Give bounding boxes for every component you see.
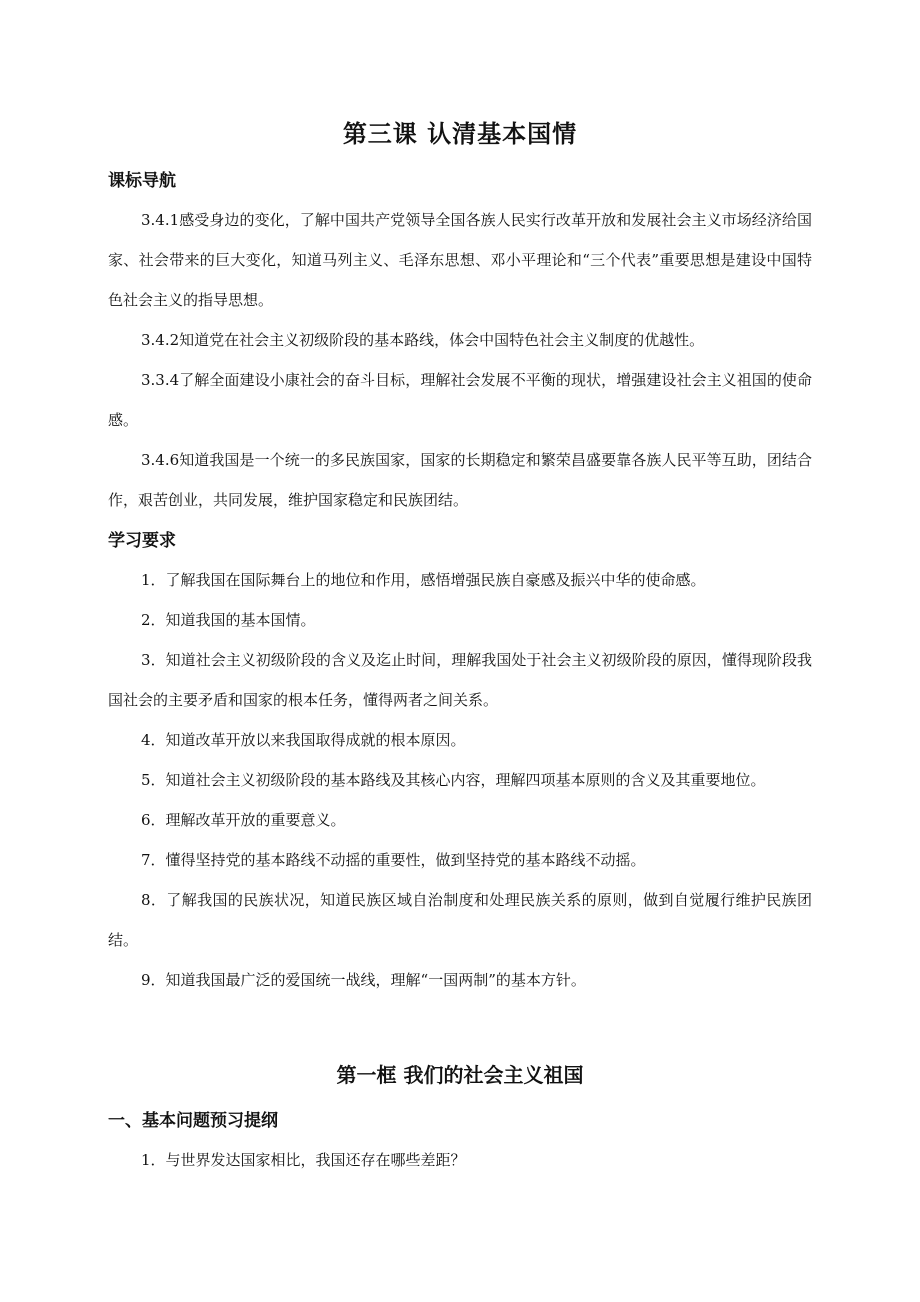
requirement-item-5: 5．知道社会主义初级阶段的基本路线及其核心内容，理解四项基本原则的含义及其重要地位。 [141, 771, 766, 789]
lesson-title: 第三课 认清基本国情 [342, 120, 578, 148]
frame-title: 第一框 我们的社会主义祖国 [336, 1063, 584, 1087]
curriculum-item-2: 3.4.2知道党在社会主义初级阶段的基本路线，体会中国特色社会主义制度的优越性。 [141, 331, 705, 349]
outline-question-1: 1．与世界发达国家相比，我国还存在哪些差距？ [141, 1151, 466, 1169]
requirement-item-6: 6．理解改革开放的重要意义。 [141, 811, 346, 829]
heading-learning-requirements: 学习要求 [108, 531, 176, 551]
curriculum-item-1: 3.4.1感受身边的变化，了解中国共产党领导全国各族人民实行改革开放和发展社会主义市场经济给国家、社会带来的巨大变化，知道马列主义、毛泽东思想、邓小平理论和“三个代表”重要思想是建设中国特色社会主义的指导思想。 [108, 211, 812, 309]
requirement-item-4: 4．知道改革开放以来我国取得成就的根本原因。 [141, 731, 466, 749]
requirement-item-2: 2．知道我国的基本国情。 [141, 611, 316, 629]
heading-curriculum-guide: 课标导航 [108, 171, 176, 191]
requirement-item-7: 7．懂得坚持党的基本路线不动摇的重要性，做到坚持党的基本路线不动摇。 [141, 851, 646, 869]
requirement-item-8: 8．了解我国的民族状况，知道民族区域自治制度和处理民族关系的原则，做到自觉履行维护民族团结。 [108, 891, 812, 949]
requirement-item-3: 3．知道社会主义初级阶段的含义及迄止时间，理解我国处于社会主义初级阶段的原因，懂得现阶段我国社会的主要矛盾和国家的根本任务，懂得两者之间关系。 [108, 651, 812, 709]
heading-preview-outline: 一、基本问题预习提纲 [108, 1111, 278, 1131]
requirement-item-1: 1．了解我国在国际舞台上的地位和作用，感悟增强民族自豪感及振兴中华的使命感。 [141, 571, 706, 589]
requirement-item-9: 9．知道我国最广泛的爱国统一战线，理解“一国两制”的基本方针。 [141, 971, 586, 989]
curriculum-item-3: 3.3.4了解全面建设小康社会的奋斗目标，理解社会发展不平衡的现状，增强建设社会主义祖国的使命感。 [108, 371, 812, 429]
curriculum-item-4: 3.4.6知道我国是一个统一的多民族国家，国家的长期稳定和繁荣昌盛要靠各族人民平等互助，团结合作，艰苦创业，共同发展，维护国家稳定和民族团结。 [108, 451, 812, 509]
